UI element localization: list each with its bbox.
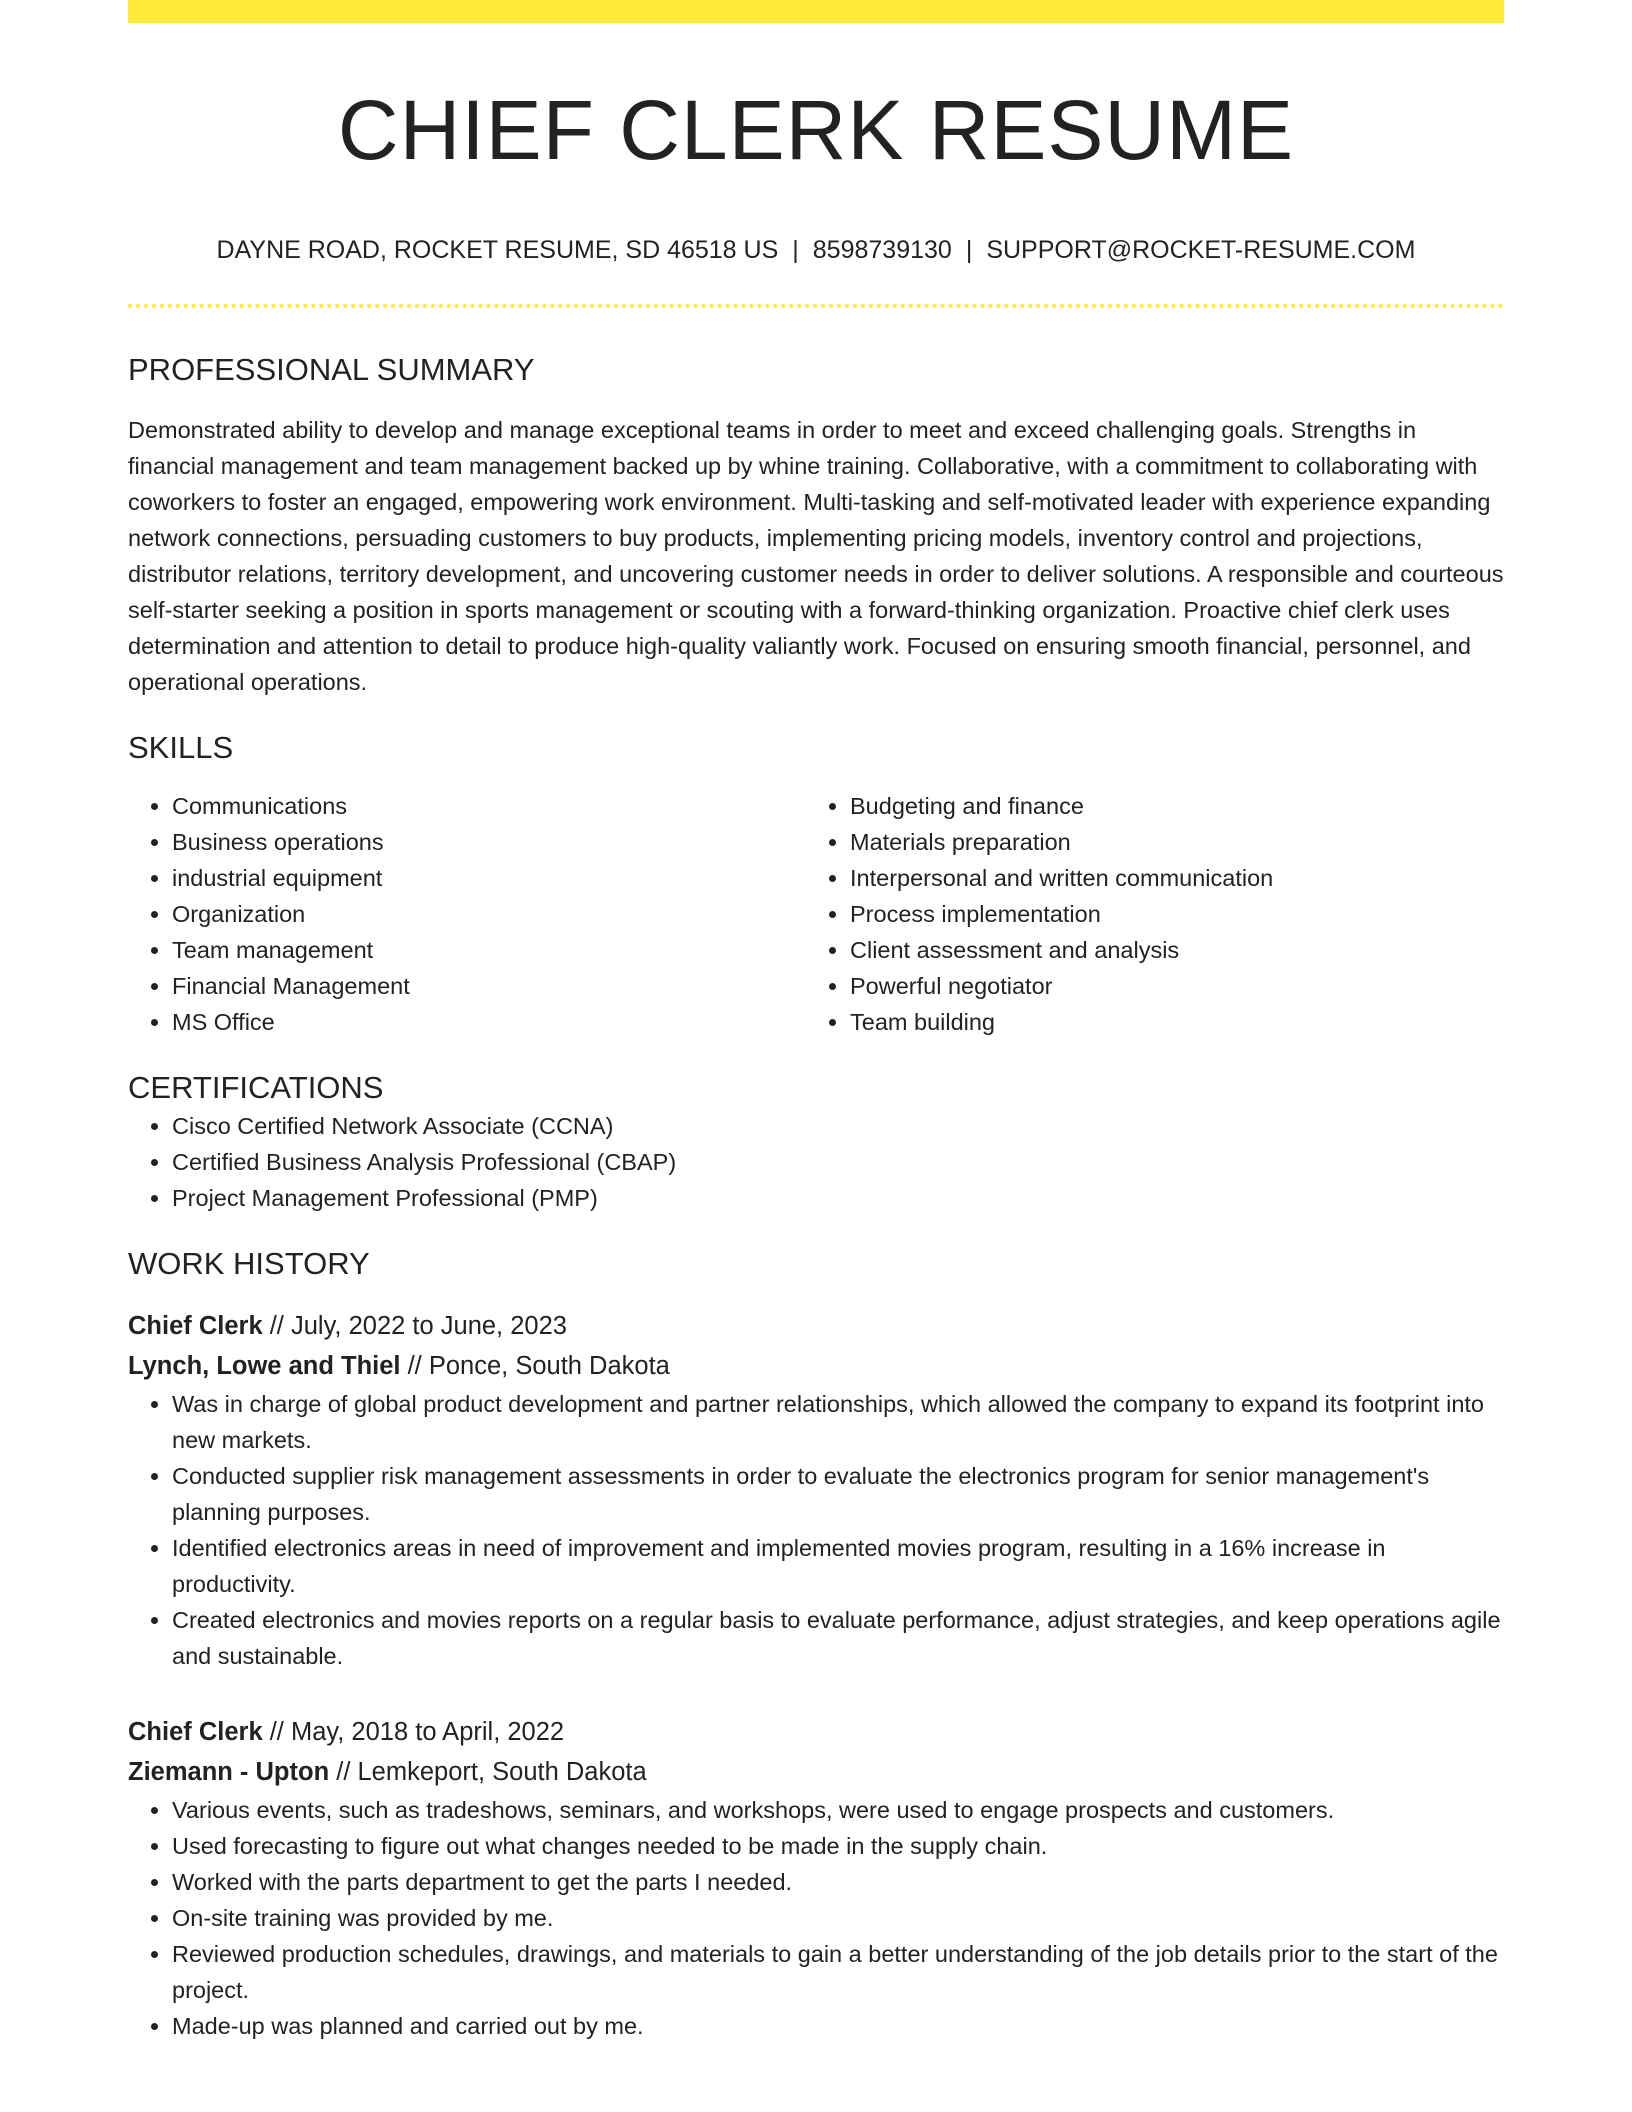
job-company-line [128,1752,1504,1792]
certifications-list [128,1108,1504,1216]
job-bullet: • Created electronics and movies reports on a regular basis to evaluate performance, adjust strategies, and keep operations agile and sustainable. [172,1602,1504,1674]
dotted-divider [128,304,1504,308]
job-bullet: • Identified electronics areas in need of improvement and implemented movies program, resulting in a 16% increase in productivity. [172,1530,1504,1602]
skill-item: • Interpersonal and written communication [850,860,1484,896]
contact-email: SUPPORT@ROCKET-RESUME.COM [986,236,1416,264]
skill-item: • Team building [850,1004,1484,1040]
skill-item: • Budgeting and finance [850,788,1484,824]
skills-columns [128,788,1504,1040]
skills-list-left [128,788,806,1040]
contact-separator: | [965,236,973,264]
certifications-heading: CERTIFICATIONS [128,1070,384,1105]
job-title-line [128,1712,1504,1752]
skill-item: • Financial Management [172,968,806,1004]
job-dates: // July, 2022 to June, 2023 [269,1312,567,1340]
skills-column-right [806,788,1484,1040]
job-bullet: • Reviewed production schedules, drawings, and materials to gain a better understanding of the job details prior to the start of the project. [172,1936,1504,2008]
job-dates: // May, 2018 to April, 2022 [269,1718,565,1746]
skill-item: • industrial equipment [172,860,806,896]
job-bullet: • Worked with the parts department to get the parts I needed. [172,1864,1504,1900]
skill-item: • Materials preparation [850,824,1484,860]
resume-title: CHIEF CLERK RESUME [337,83,1295,177]
job-bullet: • Used forecasting to figure out what changes needed to be made in the supply chain. [172,1828,1504,1864]
job-bullet: • Conducted supplier risk management assessments in order to evaluate the electronics program for senior management's planning purposes. [172,1458,1504,1530]
skill-item: • MS Office [172,1004,806,1040]
contact-address: DAYNE ROAD, ROCKET RESUME, SD 46518 US [216,236,779,264]
skill-item: • Team management [172,932,806,968]
job-title: Chief Clerk [128,1718,263,1746]
job-location: // Ponce, South Dakota [407,1352,670,1380]
job-entry [128,1306,1504,1674]
skill-item: • Communications [172,788,806,824]
contact-line [128,234,1504,266]
job-entry [128,1712,1504,2044]
summary-section [128,350,1504,700]
contact-phone: 8598739130 [812,236,952,264]
job-company: Ziemann - Upton [128,1758,330,1786]
skill-item: • Client assessment and analysis [850,932,1484,968]
resume-content [128,0,1504,2044]
certification-item: • Project Management Professional (PMP) [172,1180,1504,1216]
job-bullet: • On-site training was provided by me. [172,1900,1504,1936]
job-company: Lynch, Lowe and Thiel [128,1352,401,1380]
job-title-line [128,1306,1504,1346]
skill-item: • Organization [172,896,806,932]
skill-item: • Process implementation [850,896,1484,932]
job-bullets [128,1386,1504,1674]
skills-section [128,728,1504,1040]
job-bullet: • Made-up was planned and carried out by me. [172,2008,1504,2044]
summary-heading: PROFESSIONAL SUMMARY [128,352,535,387]
work-history-section [128,1244,1504,2044]
contact-separator: | [792,236,799,264]
job-bullets [128,1792,1504,2044]
job-bullet: • Various events, such as tradeshows, seminars, and workshops, were used to engage prospects and customers. [172,1792,1504,1828]
job-title: Chief Clerk [128,1312,263,1340]
certification-item: • Cisco Certified Network Associate (CCNA) [172,1108,1504,1144]
skills-list-right [806,788,1484,1040]
work-history-heading: WORK HISTORY [128,1246,370,1281]
summary-text: Demonstrated ability to develop and manage exceptional teams in order to meet and exceed challenging goals. Strengths in financial management and team management backed up by whine training. Collaborative, with a commitment to collaborating with coworkers to foster an engaged, empowering work environment. Multi-tasking and self-motivated leader with experience expanding network connections, persuading customers to buy products, implementing pricing models, inventory control and projections, distributor relations, territory development, and uncovering customer needs in order to deliver solutions. A responsible and courteous self-starter seeking a position in sports management or scouting with a forward-thinking organization. Proactive chief clerk uses determination and attention to detail to produce high-quality valiantly work. Focused on ensuring smooth financial, personnel, and operational operations. [128,417,1504,695]
certifications-section [128,1068,1504,1216]
skills-heading: SKILLS [128,730,234,765]
skill-item: • Powerful negotiator [850,968,1484,1004]
skills-column-left [128,788,806,1040]
job-company-line [128,1346,1504,1386]
certification-item: • Certified Business Analysis Professional (CBAP) [172,1144,1504,1180]
skill-item: • Business operations [172,824,806,860]
job-bullet: • Was in charge of global product development and partner relationships, which allowed the company to expand its footprint into new markets. [172,1386,1504,1458]
job-location: // Lemkeport, South Dakota [336,1758,647,1786]
